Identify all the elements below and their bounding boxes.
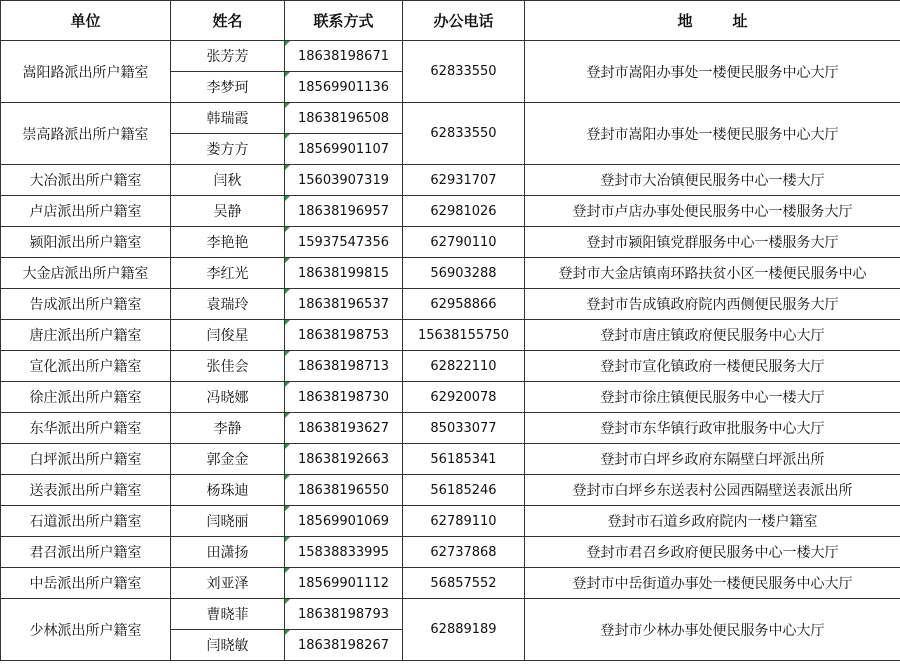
address-cell: 登封市白坪乡东送表村公园西隔壁送表派出所 [525,475,900,506]
header-office-phone: 办公电话 [403,1,525,41]
table-body [1,41,900,661]
address-cell: 登封市卢店办事处便民服务中心一楼服务大厅 [525,196,900,227]
name-cell: 娄方方 [171,134,285,165]
mobile-cell: 18638196550 [285,475,403,506]
header-address-a: 地 [677,12,693,30]
address-cell: 登封市石道乡政府院内一楼户籍室 [525,506,900,537]
name-cell: 郭金金 [171,444,285,475]
unit-cell: 徐庄派出所户籍室 [1,382,171,413]
mobile-cell: 18569901069 [285,506,403,537]
name-cell: 闫俊星 [171,320,285,351]
table-row [1,258,900,289]
office-phone-cell: 56185246 [403,475,525,506]
office-phone-cell: 85033077 [403,413,525,444]
unit-cell: 少林派出所户籍室 [1,599,171,661]
office-phone-cell: 62931707 [403,165,525,196]
table-row [1,506,900,537]
office-phone-cell: 62920078 [403,382,525,413]
unit-cell: 大冶派出所户籍室 [1,165,171,196]
mobile-cell: 18638192663 [285,444,403,475]
address-cell: 登封市白坪乡政府东隔壁白坪派出所 [525,444,900,475]
office-phone-cell: 62981026 [403,196,525,227]
header-name: 姓名 [171,1,285,41]
unit-cell: 送表派出所户籍室 [1,475,171,506]
table-row [1,103,900,134]
table-row [1,320,900,351]
name-cell: 吴静 [171,196,285,227]
office-phone-cell: 62889189 [403,599,525,661]
office-phone-cell: 62958866 [403,289,525,320]
table-row [1,413,900,444]
name-cell: 杨珠迪 [171,475,285,506]
address-cell: 登封市嵩阳办事处一楼便民服务中心大厅 [525,103,900,165]
unit-cell: 宣化派出所户籍室 [1,351,171,382]
name-cell: 李梦珂 [171,72,285,103]
table-row [1,289,900,320]
mobile-cell: 18569901107 [285,134,403,165]
table-row [1,599,900,630]
address-cell: 登封市东华镇行政审批服务中心大厅 [525,413,900,444]
table-row [1,537,900,568]
mobile-cell: 18569901112 [285,568,403,599]
office-phone-cell: 62822110 [403,351,525,382]
address-cell: 登封市少林办事处便民服务中心大厅 [525,599,900,661]
address-cell: 登封市嵩阳办事处一楼便民服务中心大厅 [525,41,900,103]
name-cell: 李艳艳 [171,227,285,258]
mobile-cell: 18638198671 [285,41,403,72]
office-phone-cell: 56903288 [403,258,525,289]
unit-cell: 石道派出所户籍室 [1,506,171,537]
name-cell: 张芳芳 [171,41,285,72]
unit-cell: 颍阳派出所户籍室 [1,227,171,258]
office-phone-cell: 62789110 [403,506,525,537]
office-phone-cell: 62790110 [403,227,525,258]
address-cell: 登封市唐庄镇政府便民服务中心大厅 [525,320,900,351]
table-row [1,227,900,258]
name-cell: 冯晓娜 [171,382,285,413]
office-phone-cell: 56857552 [403,568,525,599]
table-row [1,444,900,475]
name-cell: 李红光 [171,258,285,289]
mobile-cell: 18638193627 [285,413,403,444]
name-cell: 刘亚泽 [171,568,285,599]
header-address-b: 址 [732,12,748,30]
table-row [1,351,900,382]
unit-cell: 崇高路派出所户籍室 [1,103,171,165]
address-cell: 登封市中岳街道办事处一楼便民服务中心大厅 [525,568,900,599]
mobile-cell: 18638198713 [285,351,403,382]
unit-cell: 君召派出所户籍室 [1,537,171,568]
unit-cell: 白坪派出所户籍室 [1,444,171,475]
table-row [1,196,900,227]
mobile-cell: 18638198753 [285,320,403,351]
mobile-cell: 18638196508 [285,103,403,134]
name-cell: 闫晓敏 [171,630,285,661]
table-row [1,568,900,599]
header-row [1,1,900,41]
office-phone-cell: 62833550 [403,41,525,103]
header-contact: 联系方式 [285,1,403,41]
table-row [1,41,900,72]
unit-cell: 唐庄派出所户籍室 [1,320,171,351]
address-cell: 登封市大金店镇南环路扶贫小区一楼便民服务中心 [525,258,900,289]
name-cell: 田潇扬 [171,537,285,568]
mobile-cell: 18638196537 [285,289,403,320]
mobile-cell: 15937547356 [285,227,403,258]
address-cell: 登封市颍阳镇党群服务中心一楼服务大厅 [525,227,900,258]
unit-cell: 大金店派出所户籍室 [1,258,171,289]
table-row [1,475,900,506]
mobile-cell: 18638196957 [285,196,403,227]
mobile-cell: 15838833995 [285,537,403,568]
unit-cell: 告成派出所户籍室 [1,289,171,320]
unit-cell: 东华派出所户籍室 [1,413,171,444]
unit-cell: 中岳派出所户籍室 [1,568,171,599]
address-cell: 登封市告成镇政府院内西侧便民服务大厅 [525,289,900,320]
mobile-cell: 18638198267 [285,630,403,661]
name-cell: 李静 [171,413,285,444]
name-cell: 闫晓丽 [171,506,285,537]
header-unit: 单位 [1,1,171,41]
mobile-cell: 18638198730 [285,382,403,413]
name-cell: 闫秋 [171,165,285,196]
office-phone-cell: 15638155750 [403,320,525,351]
table-row [1,165,900,196]
name-cell: 张佳会 [171,351,285,382]
mobile-cell: 15603907319 [285,165,403,196]
address-cell: 登封市君召乡政府便民服务中心一楼大厅 [525,537,900,568]
table-row [1,382,900,413]
address-cell: 登封市宣化镇政府一楼便民服务大厅 [525,351,900,382]
address-cell: 登封市大冶镇便民服务中心一楼大厅 [525,165,900,196]
mobile-cell: 18569901136 [285,72,403,103]
office-phone-cell: 62833550 [403,103,525,165]
office-phone-cell: 62737868 [403,537,525,568]
unit-cell: 嵩阳路派出所户籍室 [1,41,171,103]
mobile-cell: 18638198793 [285,599,403,630]
header-address [525,1,900,41]
mobile-cell: 18638199815 [285,258,403,289]
address-cell: 登封市徐庄镇便民服务中心一楼大厅 [525,382,900,413]
office-phone-cell: 56185341 [403,444,525,475]
name-cell: 韩瑞霞 [171,103,285,134]
name-cell: 袁瑞玲 [171,289,285,320]
unit-cell: 卢店派出所户籍室 [1,196,171,227]
name-cell: 曹晓菲 [171,599,285,630]
